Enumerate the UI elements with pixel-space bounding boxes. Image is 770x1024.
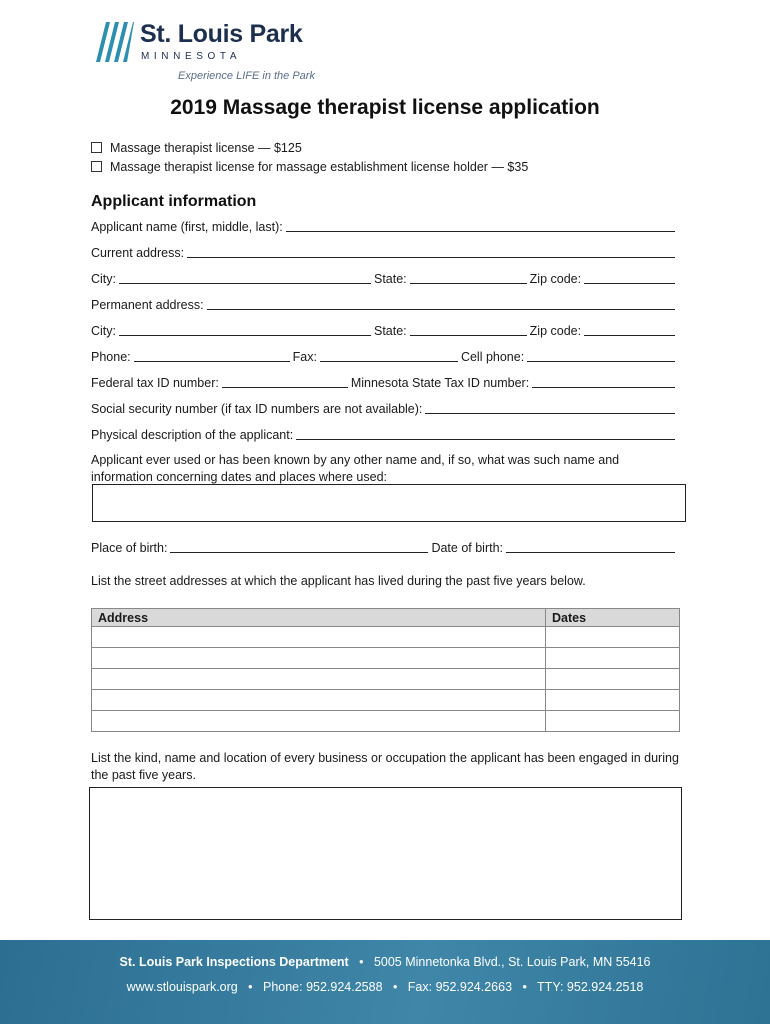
logo <box>90 20 330 90</box>
mn-tax-id-input[interactable] <box>532 387 675 388</box>
field-label: Social security number (if tax ID numbers are not available): <box>91 402 423 416</box>
state-input[interactable] <box>410 283 527 284</box>
header-dates: Dates <box>546 609 680 627</box>
footer-line-2 <box>0 980 770 994</box>
header-address: Address <box>92 609 546 627</box>
field-label: Permanent address: <box>91 298 204 312</box>
permanent-state-input[interactable] <box>410 335 527 336</box>
footer <box>0 940 770 1024</box>
physical-description-input[interactable] <box>296 439 675 440</box>
fax-input[interactable] <box>320 361 458 362</box>
address-cell[interactable] <box>92 669 546 690</box>
current-address-field <box>91 242 678 260</box>
section-heading: Applicant information <box>91 193 257 210</box>
footer-fax: Fax: 952.924.2663 <box>407 980 513 994</box>
dates-cell[interactable] <box>546 690 680 711</box>
footer-tty: TTY: 952.924.2518 <box>537 980 644 994</box>
dates-cell[interactable] <box>546 648 680 669</box>
zip-input[interactable] <box>584 283 675 284</box>
applicant-name-input[interactable] <box>286 231 675 232</box>
field-label: Phone: <box>91 350 131 364</box>
dates-cell[interactable] <box>546 627 680 648</box>
option-label: Massage therapist license — $125 <box>110 141 302 155</box>
field-label: Zip code: <box>529 324 582 338</box>
date-of-birth-input[interactable] <box>506 552 675 553</box>
permanent-city-state-zip-row <box>91 320 678 338</box>
field-label: State: <box>374 272 407 286</box>
field-label: Current address: <box>91 246 185 260</box>
footer-address: 5005 Minnetonka Blvd., St. Louis Park, MN 55416 <box>373 955 651 969</box>
footer-website-link[interactable]: www.stlouispark.org <box>126 980 238 994</box>
ssn-field <box>91 398 678 416</box>
phone-input[interactable] <box>134 361 290 362</box>
table-row <box>92 711 680 732</box>
address-cell[interactable] <box>92 648 546 669</box>
field-label: Minnesota State Tax ID number: <box>350 376 530 390</box>
footer-bullet: • <box>359 955 364 969</box>
field-label: Cell phone: <box>460 350 525 364</box>
option-massage-license[interactable] <box>91 141 302 155</box>
checkbox[interactable] <box>91 161 102 172</box>
current-address-input[interactable] <box>187 257 675 258</box>
city-state-zip-row <box>91 268 678 286</box>
field-label: Fax: <box>292 350 317 364</box>
birth-row <box>91 537 678 555</box>
field-label: State: <box>374 324 407 338</box>
field-label: City: <box>91 272 116 286</box>
physical-description-field <box>91 424 678 442</box>
table-row <box>92 669 680 690</box>
option-establishment-license[interactable] <box>91 160 528 174</box>
footer-bullet: • <box>522 980 527 994</box>
checkbox[interactable] <box>91 142 102 153</box>
table-row <box>92 648 680 669</box>
logo-tagline: Experience LIFE in the Park <box>178 70 315 82</box>
field-label: City: <box>91 324 116 338</box>
dates-cell[interactable] <box>546 669 680 690</box>
field-label: Date of birth: <box>431 541 504 555</box>
footer-line-1 <box>0 955 770 969</box>
permanent-address-input[interactable] <box>207 309 675 310</box>
phone-row <box>91 346 678 364</box>
logo-state: MINNESOTA <box>141 51 242 62</box>
address-cell[interactable] <box>92 690 546 711</box>
cell-phone-input[interactable] <box>527 361 675 362</box>
applicant-name-field <box>91 216 678 234</box>
footer-bullet: • <box>392 980 398 994</box>
tax-id-row <box>91 372 678 390</box>
footer-phone: Phone: 952.924.2588 <box>262 980 383 994</box>
address-cell[interactable] <box>92 627 546 648</box>
logo-name: St. Louis Park <box>140 20 303 48</box>
logo-stripes-icon <box>90 22 134 62</box>
table-row <box>92 627 680 648</box>
page-title: 2019 Massage therapist license application <box>170 96 600 119</box>
footer-bullet: • <box>248 980 253 994</box>
field-label: Zip code: <box>529 272 582 286</box>
dates-cell[interactable] <box>546 711 680 732</box>
federal-tax-id-input[interactable] <box>222 387 348 388</box>
address-cell[interactable] <box>92 711 546 732</box>
field-label: Applicant name (first, middle, last): <box>91 220 283 234</box>
footer-department: St. Louis Park Inspections Department <box>119 955 349 969</box>
business-textbox[interactable] <box>89 787 682 920</box>
place-of-birth-input[interactable] <box>170 552 428 553</box>
permanent-zip-input[interactable] <box>584 335 675 336</box>
table-header-row <box>92 609 680 627</box>
other-names-textbox[interactable] <box>92 484 686 522</box>
permanent-address-field <box>91 294 678 312</box>
city-input[interactable] <box>119 283 371 284</box>
option-label: Massage therapist license for massage establishment license holder — $35 <box>110 160 529 174</box>
table-row <box>92 690 680 711</box>
field-label: Federal tax ID number: <box>91 376 219 390</box>
field-label: Physical description of the applicant: <box>91 428 294 442</box>
addresses-prompt: List the street addresses at which the applicant has lived during the past five years below. <box>91 574 586 588</box>
business-prompt: List the kind, name and location of every business or occupation the applicant has been engaged in during the past five years. <box>91 751 679 782</box>
permanent-city-input[interactable] <box>119 335 371 336</box>
ssn-input[interactable] <box>425 413 675 414</box>
address-table <box>91 608 680 732</box>
field-label: Place of birth: <box>91 541 168 555</box>
other-names-question: Applicant ever used or has been known by any other name and, if so, what was such name and information concerning dates and places where used: <box>91 453 620 484</box>
